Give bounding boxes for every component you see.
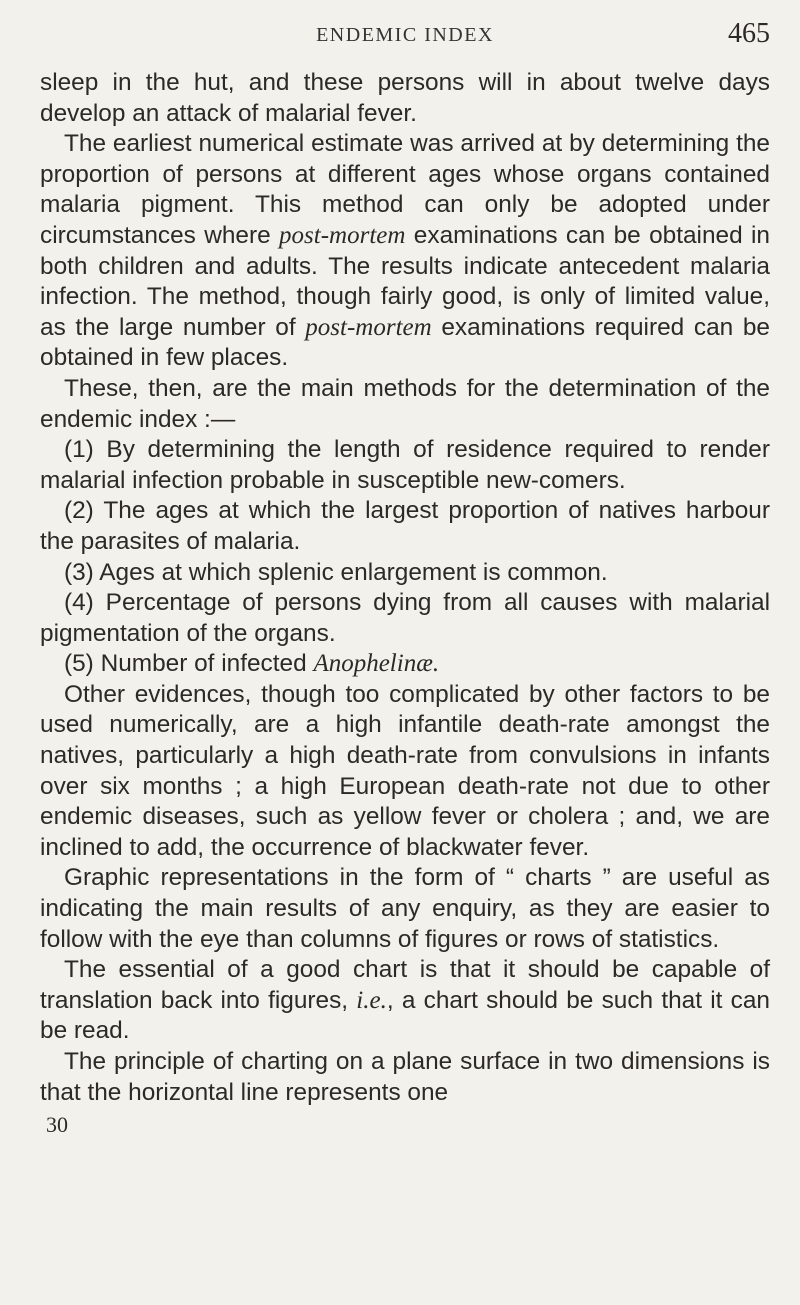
- text-run: sleep in the hut, and these persons will in about twelve days develop an attack of malarial fever.: [40, 69, 770, 127]
- italic-term: Anophelinæ.: [313, 650, 440, 678]
- page-number: 465: [728, 18, 770, 49]
- text-run: (1) By determining the length of residence required to render malarial infection probable in susceptible new-comers.: [40, 436, 770, 494]
- paragraph-p7: [40, 588, 770, 649]
- text-run: The essential of a good chart is that it should be capable of translation back into figures,: [40, 956, 770, 1014]
- paragraph-p3: [40, 374, 770, 435]
- running-title: ENDEMIC INDEX: [316, 24, 494, 46]
- text-run: These, then, are the main methods for the determination of the endemic index :—: [40, 374, 770, 433]
- text-run: (4) Percentage of persons dying from all causes with malarial pigmentation of the organs.: [40, 589, 770, 647]
- italic-term: post-mortem: [279, 221, 406, 249]
- paragraph-p8: [40, 649, 770, 680]
- text-run: , a chart should be such that it can be read.: [40, 986, 770, 1045]
- italic-term: i.e.: [356, 986, 387, 1014]
- text-run: examinations can be obtained in both children and adults. The results indicate antecedent malaria infection. The method, though fairly good, is only of limited value, as the large number of: [40, 221, 771, 341]
- paragraph-p4: [40, 435, 770, 496]
- paragraph-p11: [40, 955, 770, 1047]
- text-run: examinations required can be obtained in few places.: [40, 313, 770, 372]
- text-run: The earliest numerical estimate was arrived at by determining the proportion of persons at different ages whose organs contained malaria pigment. This method can only be adopted under circumstances where: [40, 130, 770, 249]
- paragraph-p1: [40, 68, 770, 129]
- paragraph-p2: [40, 129, 770, 374]
- page-header: [40, 18, 770, 66]
- body-text: [40, 68, 770, 1108]
- paragraph-p10: [40, 863, 770, 955]
- paragraph-p12: [40, 1047, 770, 1108]
- paragraph-p6: [40, 558, 770, 589]
- paragraph-p9: [40, 680, 770, 864]
- text-run: (2) The ages at which the largest proportion of natives harbour the parasites of malaria.: [40, 497, 770, 555]
- italic-term: post-mortem: [305, 313, 432, 341]
- text-run: Graphic representations in the form of “ charts ” are useful as indicating the main results of any enquiry, as they are easier to follow with the eye than columns of figures or rows of statistics.: [40, 864, 770, 953]
- text-run: (3) Ages at which splenic enlargement is common.: [64, 558, 608, 586]
- book-page: [40, 18, 770, 1288]
- paragraph-p5: [40, 496, 770, 557]
- text-run: The principle of charting on a plane surface in two dimensions is that the horizontal line represents one: [40, 1048, 770, 1106]
- signature-mark: 30: [46, 1112, 68, 1138]
- text-run: Other evidences, though too complicated by other factors to be used numerically, are a high infantile death-rate amongst the natives, particularly a high death-rate from convulsions in infants over six months ; a high European death-rate not due to other endemic diseases, such as yellow fever or cholera ; and, we are inclined to add, the occurrence of blackwater fever.: [40, 680, 770, 861]
- text-run: (5) Number of infected: [64, 650, 314, 678]
